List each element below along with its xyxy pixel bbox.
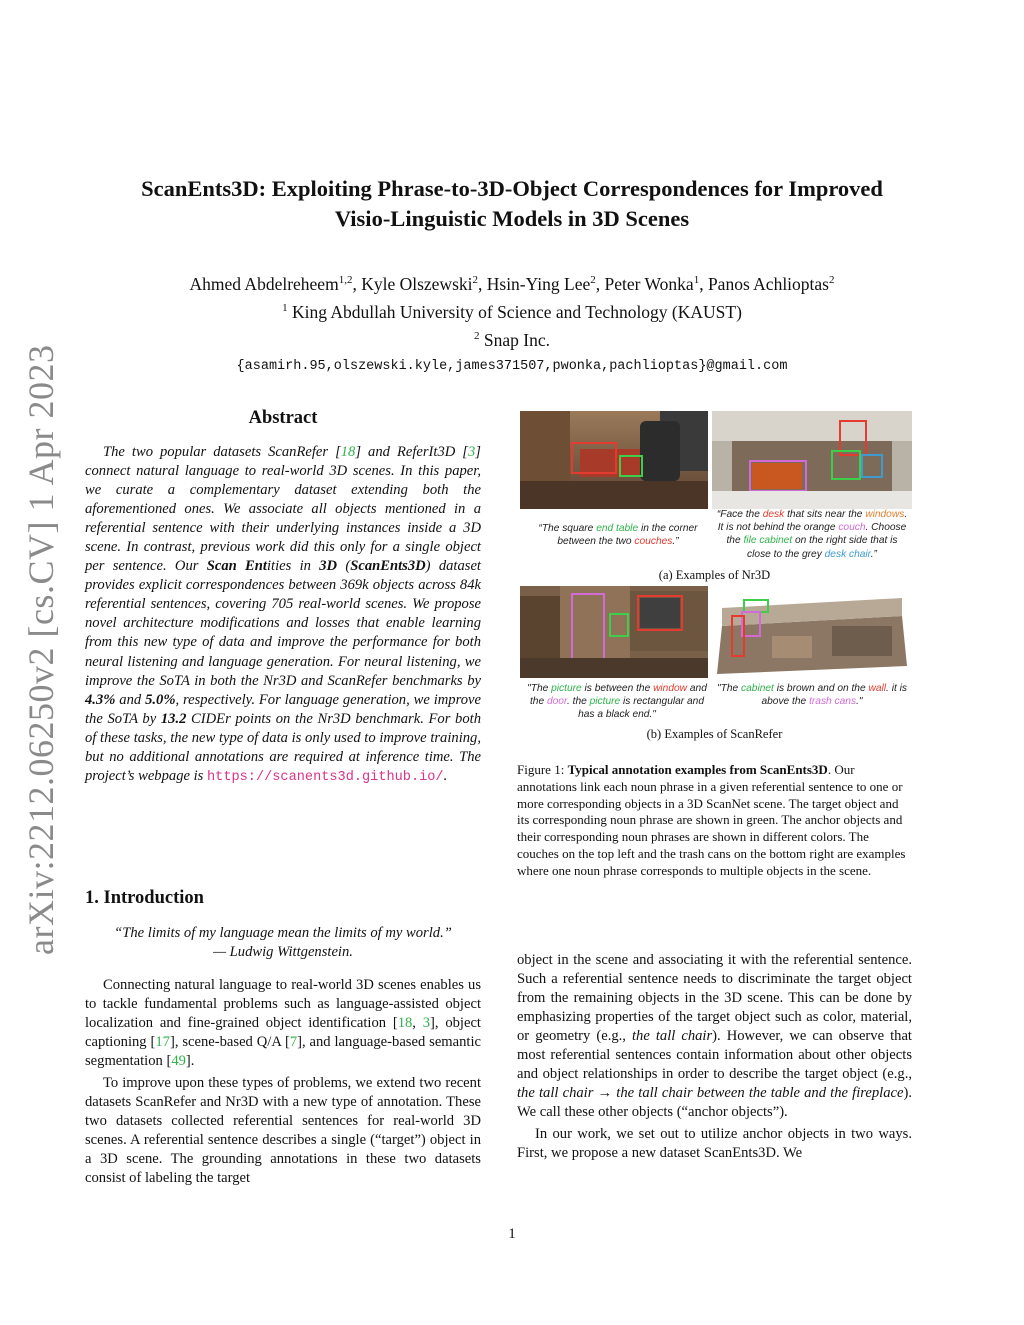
affiliation-text: King Abdullah University of Science and Technology (KAUST) <box>291 301 742 322</box>
arxiv-identifier: arXiv:2212.06250v2 [cs.CV] 1 Apr 2023 <box>21 344 61 955</box>
paper-title <box>80 174 944 234</box>
author-affiliation-mark: 2 <box>590 274 596 286</box>
subfigure-caption-b: (b) Examples of ScanRefer <box>646 727 783 741</box>
nr3d-example-image-1 <box>520 411 708 509</box>
author-list: Ahmed Abdelreheem$^{1,2}$, Kyle Olszewski$^2$, Hsin-Ying Lee$^2$, Peter Wonka$^1$, Panos Achlioptas$^2$ <box>189 273 835 294</box>
scanrefer-quote-2: "The cabinet is brown and on the wall. it is above the trash cans." <box>717 683 907 708</box>
nr3d-quote-1: “The square end table in the corner between the two couches.” <box>538 523 698 548</box>
citation-link[interactable]: 18 <box>340 444 356 460</box>
introduction-body-left <box>85 976 481 1189</box>
author-affiliation-mark: 2 <box>828 274 835 286</box>
title-line-2: Visio-Linguistic Models in 3D Scenes <box>334 206 690 231</box>
abstract-section <box>85 408 481 787</box>
introduction-body-right <box>517 951 912 1164</box>
intro-paragraph-4: In our work, we set out to utilize anchor objects in two ways. First, we propose a new dataset ScanEnts3D. We <box>517 1126 912 1162</box>
author-name: Peter Wonka <box>604 273 694 294</box>
intro-paragraph-2: To improve upon these types of problems, we extend two recent datasets ScanRefer and Nr3D with a new type of annotation. These two datasets collected referential sentences for real-world 3D scenes. A referential sentence describes a single (“target”) object in a 3D scene. The grounding annotations in these two datasets consist of labeling the target <box>85 1075 481 1187</box>
introduction-section <box>85 888 481 1189</box>
scanrefer-example-image-1 <box>520 586 708 678</box>
project-webpage-link[interactable]: https://scanents3d.github.io/ <box>207 769 444 785</box>
intro-paragraph-3: object in the scene and associating it with the referential sentence. Such a referential sentence needs to discriminate the target object from the remaining objects in the 3D scene. This can be done by emphasizing properties of the target object such as color, material, or geometry (e.g., the tall chair). However, we can observe that most referential sentences contain information about other objects and object relationships in order to describe the target object (e.g., the tall chair → the tall chair between the table and the fireplace). We call these other objects (“anchor objects”). <box>517 952 912 1121</box>
affiliation-1 <box>80 296 944 324</box>
title-line-1: ScanEnts3D: Exploiting Phrase-to-3D-Object Correspondences for Improved <box>141 176 883 201</box>
citation-link[interactable]: 7 <box>289 1034 298 1051</box>
author-block <box>80 268 944 379</box>
figure-1-caption: Figure 1: Typical annotation examples from ScanEnts3D. Our annotations link each noun phrase in a given referential sentence to one or more corresponding objects in a 3D ScanNet scene. The target object and its corresponding noun phrase are shown in green. The anchor objects and their corresponding noun phrases are shown in different colors. The couches on the top left and the trash cans on the bottom right are examples where one noun phrase corresponds to multiple objects in the scene. <box>517 762 906 878</box>
author-name: Hsin-Ying Lee <box>486 273 591 294</box>
author-name: Panos Achlioptas <box>707 273 829 294</box>
intro-paragraph-1: Connecting natural language to real-world 3D scenes enables us to tackle fundamental problems such as language-assisted object localization and fine-grained object identification [18, 3], object captioning [17], scene-based Q/A [7], and language-based semantic segmentation [49]. <box>85 977 482 1070</box>
page-number: 1 <box>508 1226 516 1242</box>
citation-link[interactable]: 3 <box>422 1015 431 1032</box>
subfigure-caption-a: (a) Examples of Nr3D <box>658 568 771 582</box>
citation-link[interactable]: 3 <box>468 444 476 460</box>
epigraph-quote <box>85 924 481 962</box>
quote-text: “The limits of my language mean the limits of my world.” <box>114 925 452 941</box>
introduction-heading: 1. Introduction <box>85 888 204 908</box>
citation-link[interactable]: 17 <box>155 1034 170 1051</box>
affiliation-mark: 2 <box>474 329 480 342</box>
author-affiliation-mark: 1,2 <box>338 274 353 286</box>
affiliation-mark: 1 <box>282 301 288 314</box>
quote-author: — Ludwig Wittgenstein. <box>213 944 353 960</box>
affiliation-text: Snap Inc. <box>483 329 550 350</box>
citation-link[interactable]: 18 <box>397 1015 413 1032</box>
citation-link[interactable]: 49 <box>171 1053 186 1070</box>
nr3d-example-image-2 <box>712 411 912 509</box>
abstract-body: The two popular datasets ScanRefer [18] and ReferIt3D [3] connect natural language to real-world 3D scenes. In this paper, we curate a complementary dataset extending both the aforementioned ones. We associate all objects mentioned in a referential sentence with their underlying instances inside a 3D scene. In contrast, previous work did this only for a single object per sentence. Our Scan Entities in 3D (ScanEnts3D) dataset provides explicit correspondences between 369k objects across 84k referential sentences, covering 705 real-world scenes. We propose novel architecture modifications and losses that enable learning from this new type of data and improve the performance for both neural listening and language generation. For neural listening, we improve the SoTA in both the Nr3D and ScanRefer benchmarks by 4.3% and 5.0%, respectively. For language generation, we improve the SoTA by 13.2 CIDEr points on the Nr3D benchmark. For both of these tasks, the new type of data is only used to improve training, but no additional annotations are required at inference time. The project’s webpage is https://scanents3d.github.io/. <box>85 444 482 785</box>
scanrefer-example-image-2 <box>712 586 912 678</box>
author-name: Kyle Olszewski <box>361 273 473 294</box>
nr3d-quote-2: “Face the desk that sits near the windows. It is not behind the orange couch. Choose the file cabinet on the right side that is close to the grey desk chair.” <box>716 509 908 560</box>
author-affiliation-mark: 2 <box>472 274 478 286</box>
author-emails: {asamirh.95,olszewski.kyle,james371507,pwonka,pachlioptas}@gmail.com <box>236 359 788 375</box>
affiliation-2 <box>80 324 944 352</box>
abstract-heading: Abstract <box>248 408 318 428</box>
scanrefer-quote-1: "The picture is between the window and the door. the picture is rectangular and has a black end." <box>527 683 707 721</box>
author-affiliation-mark: 1 <box>693 274 700 286</box>
author-name: Ahmed Abdelreheem <box>189 273 339 294</box>
